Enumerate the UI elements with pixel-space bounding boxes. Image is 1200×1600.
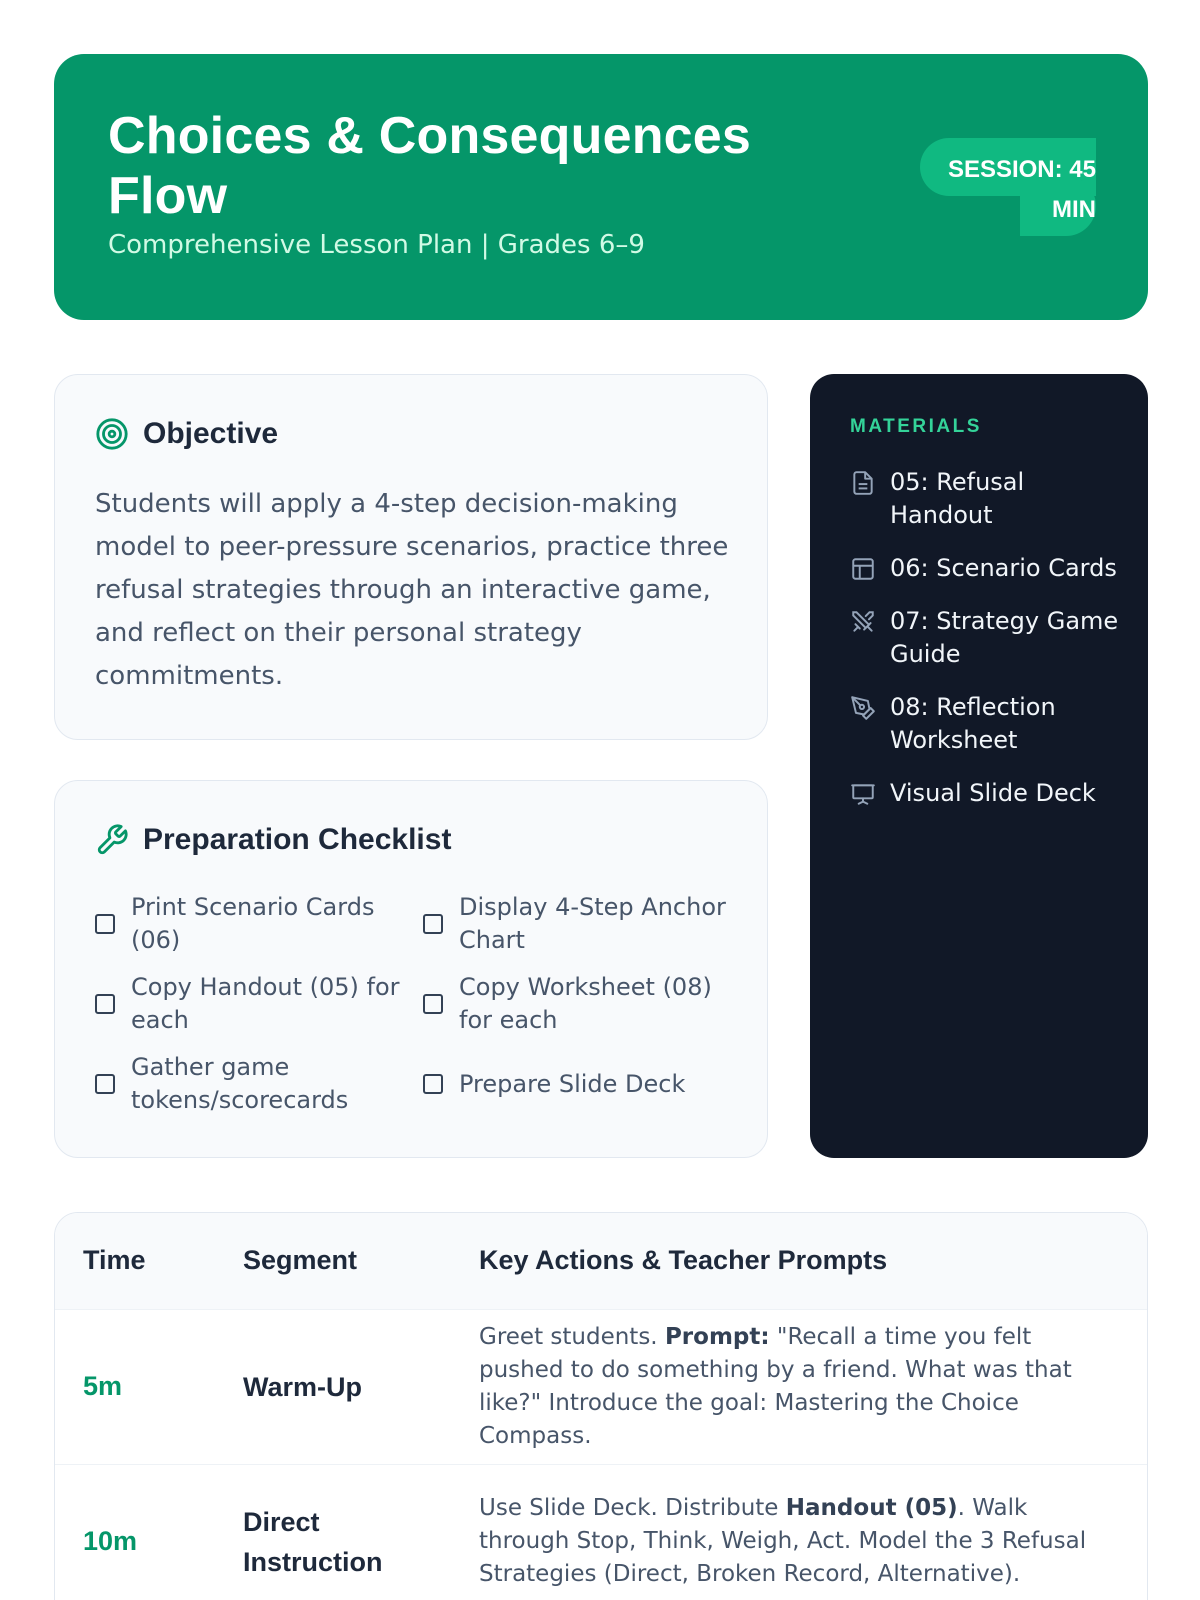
document-icon: [850, 470, 876, 496]
material-item[interactable]: 08: Reflection Worksheet: [850, 691, 1120, 757]
page-subtitle: Comprehensive Lesson Plan | Grades 6–9: [108, 230, 645, 260]
materials-panel: [810, 374, 1148, 1158]
lesson-schedule-table: [54, 1212, 1148, 1600]
checkbox[interactable]: [423, 994, 443, 1014]
material-item[interactable]: 06: Scenario Cards: [850, 552, 1120, 585]
wrench-icon: [95, 823, 129, 857]
checkbox[interactable]: [95, 1074, 115, 1094]
layout-icon: [850, 556, 876, 582]
checklist-item[interactable]: Copy Handout (05) for each: [95, 971, 423, 1037]
objective-text: Students will apply a 4-step decision-making model to peer-pressure scenarios, practice three refusal strategies through an interactive game, and reflect on their personal strategy commitments.: [95, 489, 729, 691]
presentation-icon: [850, 781, 876, 807]
page-title: Choices & Consequences Flow: [108, 107, 752, 225]
materials-heading: MATERIALS: [850, 416, 982, 437]
table-row: [55, 1309, 1147, 1464]
segment-cell: Warm-Up: [215, 1309, 451, 1464]
swords-icon: [850, 609, 876, 635]
checkbox[interactable]: [95, 994, 115, 1014]
material-item[interactable]: Visual Slide Deck: [850, 777, 1120, 810]
segment-cell: Direct Instruction: [215, 1464, 451, 1600]
checklist-item[interactable]: Display 4-Step Anchor Chart: [423, 891, 735, 957]
checkbox[interactable]: [423, 1074, 443, 1094]
checkbox[interactable]: [423, 914, 443, 934]
actions-cell: Use Slide Deck. Distribute Handout (05). Walk through Stop, Think, Weigh, Act. Model the 3 Refusal Strategies (Direct, Broken Record, Alternative).: [451, 1464, 1147, 1600]
checklist-item[interactable]: Prepare Slide Deck: [423, 1051, 735, 1117]
header-banner: [54, 54, 1148, 320]
objective-card: [54, 374, 768, 740]
checklist-item[interactable]: Gather game tokens/scorecards: [95, 1051, 423, 1117]
column-header-segment: Segment: [243, 1245, 358, 1276]
table-row: [55, 1464, 1147, 1600]
checklist-heading: Preparation Checklist: [143, 823, 452, 856]
material-item[interactable]: 07: Strategy Game Guide: [850, 605, 1120, 671]
objective-heading: Objective: [143, 417, 279, 450]
column-header-time: Time: [83, 1245, 146, 1276]
pen-tool-icon: [850, 695, 876, 721]
preparation-checklist-card: [54, 780, 768, 1158]
session-badge: [920, 138, 1096, 236]
checklist-item[interactable]: Print Scenario Cards (06): [95, 891, 423, 957]
table-header-row: [55, 1213, 1147, 1309]
actions-cell: Greet students. Prompt: "Recall a time you felt pushed to do something by a friend. What was that like?" Introduce the goal: Mastering the Choice Compass.: [451, 1309, 1147, 1464]
material-item[interactable]: 05: Refusal Handout: [850, 466, 1120, 532]
checklist-item[interactable]: Copy Worksheet (08) for each: [423, 971, 735, 1037]
target-icon: [95, 417, 129, 451]
time-cell: 10m: [55, 1464, 215, 1600]
checkbox[interactable]: [95, 914, 115, 934]
session-badge-label: SESSION: 45 MIN: [947, 156, 1096, 223]
time-cell: 5m: [55, 1309, 215, 1464]
column-header-actions: Key Actions & Teacher Prompts: [479, 1245, 888, 1276]
